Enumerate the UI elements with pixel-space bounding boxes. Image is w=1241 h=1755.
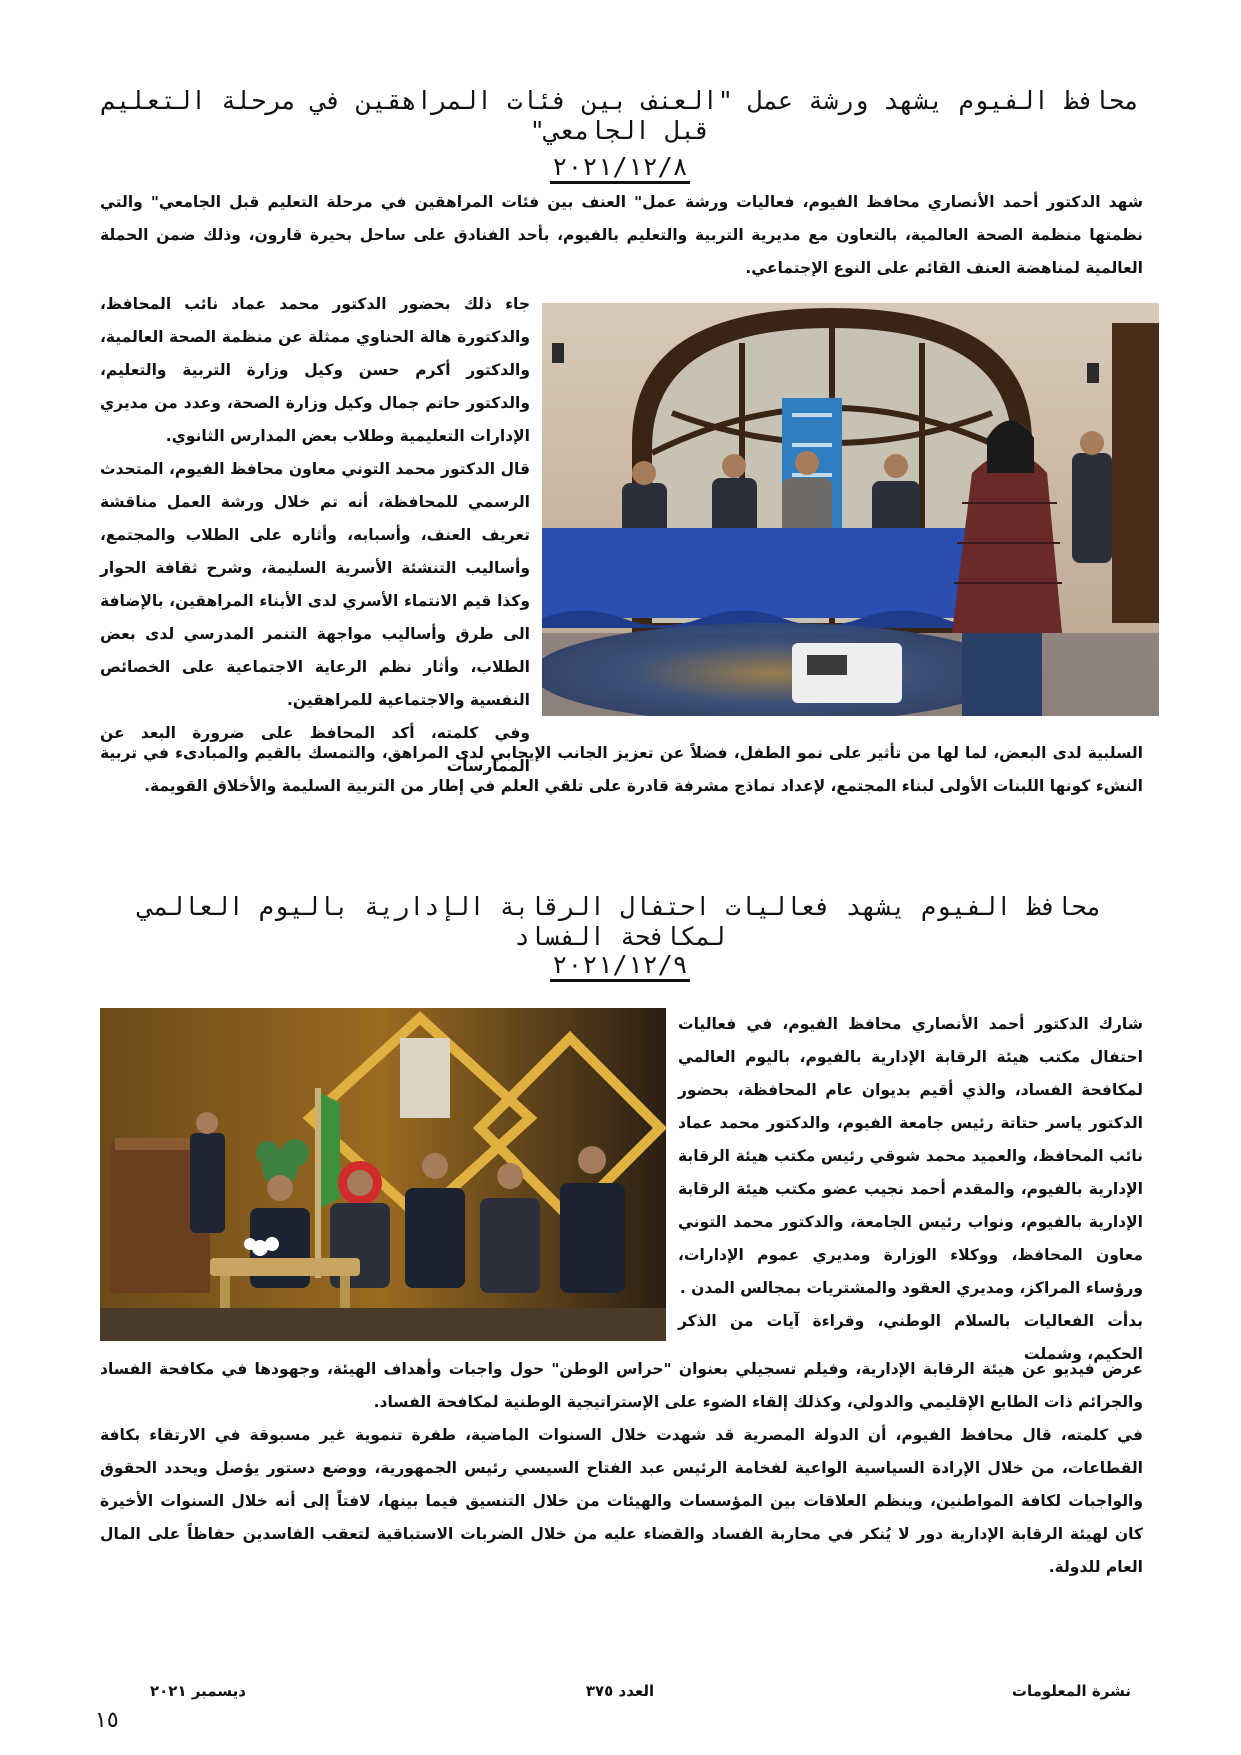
article1-intro	[100, 186, 1143, 285]
article2-title: محافظ الفيوم يشهد فعاليات احتفال الرقابة الإدارية باليوم العالمي لمكافحة الفساد	[138, 892, 1102, 951]
article1-date	[100, 152, 1140, 181]
article2-side-p1: شارك الدكتور أحمد الأنصاري محافظ الفيوم، في فعاليات احتفال مكتب هيئة الرقابة الإدارية بالفيوم، باليوم العالمي لمكافحة الفساد، والذي أقيم بديوان عام المحافظة، بحضور الدكتور ياسر حتاتة رئيس جامعة الفيوم، والدكتور محمد عماد نائب المحافظ، والعميد محمد شوقي رئيس مكتب هيئة الرقابة الإدارية بالفيوم، والمقدم أحمد نجيب عضو مكتب هيئة الرقابة الإدارية بالفيوم، ونواب رئيس الجامعة، والدكتور محمد التوني معاون المحافظ، ووكلاء الوزارة ومديري عموم الإدارات، ورؤساء المراكز، ومديري العقود والمشتريات بمجالس المدن .	[678, 1015, 1143, 1297]
article2-closing-p1: عرض فيديو عن هيئة الرقابة الإدارية، وفيلم تسجيلي بعنوان "حراس الوطن" حول واجبات وأهداف الهيئة، وجهودها في مكافحة الفساد والجرائم ذات الطابع الإقليمي والدولي، وكذلك إلقاء الضوء على الإستراتيجية الوطنية لمكافحة الفساد.	[100, 1360, 1143, 1411]
article2-closing	[100, 1353, 1143, 1584]
footer-month: ديسمبر ٢٠٢١	[150, 1682, 246, 1700]
article1-side-p2: قال الدكتور محمد التوني معاون محافظ الفيوم، المتحدث الرسمي للمحافظة، أنه تم خلال ورشة العمل مناقشة تعريف العنف، وأسبابه، وأثاره على الطلاب والمجتمع، وأساليب التنشئة الأسرية السليمة، وشرح ثقافة الحوار وكذا قيم الانتماء الأسري لدى الأبناء المراهقين، بالإضافة الى طرق وأساليب مواجهة التنمر المدرسي لدى بعض الطلاب، وأثار نظم الرعاية الاجتماعية على الخصائص النفسية والاجتماعية للمراهقين.	[100, 460, 530, 709]
article2-closing-p2: في كلمته، قال محافظ الفيوم، أن الدولة المصرية قد شهدت خلال السنوات الماضية، طفرة تنموية غير مسبوقة في الارتقاء بكافة القطاعات، من خلال الإرادة السياسية الواعية لفخامة الرئيس عبد الفتاح السيسي رئيس الجمهورية، ووضع دستور يؤصل ويحدد الحقوق والواجبات لكافة المواطنين، وينظم العلاقات بين المؤسسات والهيئات من خلال التنسيق فيما بينها، لافتاً إلى أنه خلال السنوات الأخيرة كان لهيئة الرقابة الإدارية دور لا يُنكر في محاربة الفساد والقضاء عليه من خلال الضربات الاستباقية لتعقب الفاسدين حفاظاً على المال العام للدولة.	[100, 1426, 1143, 1576]
article2-date-text: ٢٠٢١/١٢/٩	[550, 950, 689, 982]
article1-side-text	[100, 288, 530, 783]
article1-intro-text: شهد الدكتور أحمد الأنصاري محافظ الفيوم، فعاليات ورشة عمل" العنف بين فئات المراهقين في مرحلة التعليم قبل الجامعي" والتي نظمتها منظمة الصحة العالمية، بالتعاون مع مديرية التربية والتعليم بالفيوم، بأحد الفنادق على ساحل بحيرة قارون، وذلك ضمن الحملة العالمية لمناهضة العنف القائم على النوع الإجتماعي.	[100, 193, 1143, 277]
article1-date-text: ٢٠٢١/١٢/٨	[550, 152, 689, 184]
article2-date	[100, 950, 1140, 979]
anticorruption-event-photo	[100, 1008, 666, 1341]
footer-issue: العدد ٣٧٥	[585, 1682, 655, 1700]
article1-side-p3: وفي كلمته، أكد المحافظ على ضرورة البعد عن الممارسات	[100, 724, 530, 775]
article1-side-p1: جاء ذلك بحضور الدكتور محمد عماد نائب المحافظ، والدكتورة هالة الحناوي ممثلة عن منظمة الصحة العالمية، والدكتور أكرم حسن وكيل وزارة التربية والتعليم، والدكتور حاتم جمال وكيل وزارة الصحة، وعدد من مديري الإدارات التعليمية وطلاب بعض المدارس الثانوي.	[100, 295, 530, 445]
article2-side-p2: بدأت الفعاليات بالسلام الوطني، وقراءة آيات من الذكر الحكيم، وشملت	[678, 1312, 1143, 1363]
page-number: ١٥	[95, 1708, 119, 1733]
article2-side-text	[678, 1008, 1143, 1371]
article1-closing	[100, 737, 1143, 803]
article1-title: محافظ الفيوم يشهد ورشة عمل "العنف بين فئات المراهقين في مرحلة التعليم قبل الجامعي"	[100, 86, 1140, 145]
article1-closing-text: السلبية لدى البعض، لما لها من تأثير على نمو الطفل، فضلاً عن تعزيز الجانب الإيجابي لدى المراهق، والتمسك بالقيم والمبادىء في تربية النشء كونها اللبنات الأولى لبناء المجتمع، لإعداد نماذج مشرفة قادرة على تلقي العلم في إطار من التربية السليمة والأخلاق القويمة.	[100, 744, 1143, 795]
workshop-photo	[542, 303, 1159, 716]
footer-publication: نشرة المعلومات	[1011, 1682, 1131, 1700]
